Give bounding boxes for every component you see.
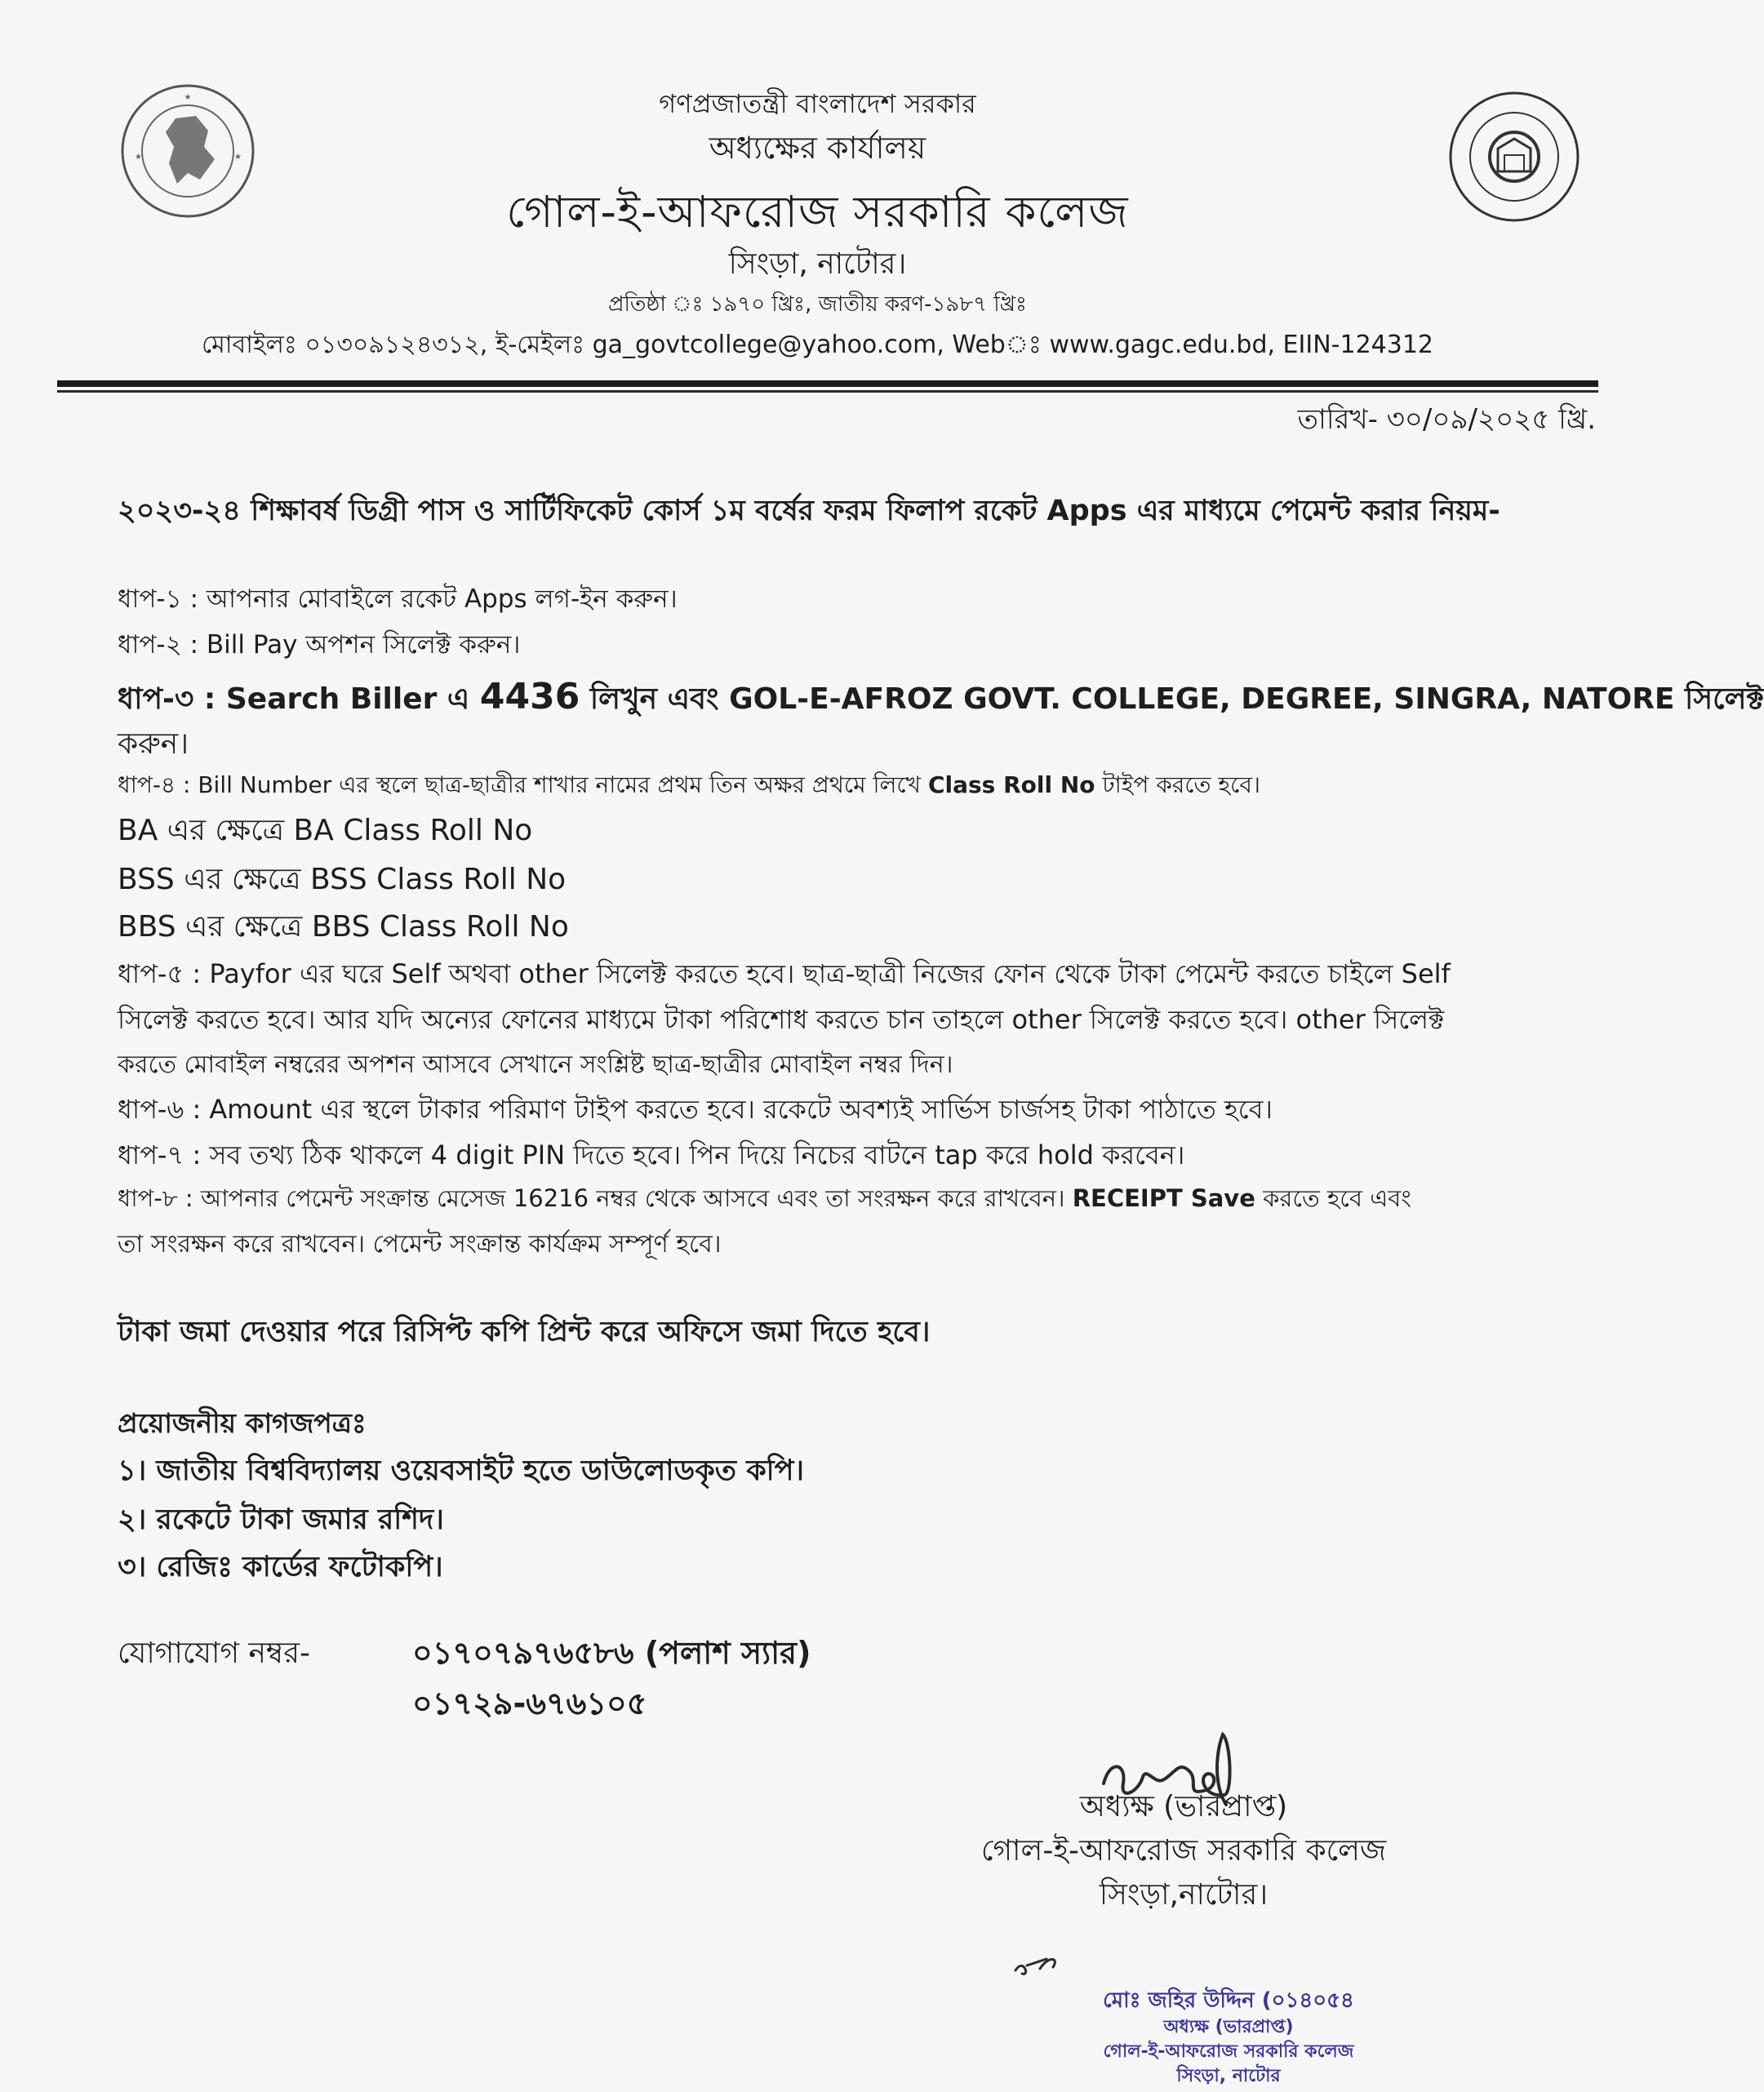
notice-date: তারিখ- ৩০/০৯/২০২৫ খ্রি. [1297,403,1596,436]
signer-college: গোল-ই-আফরোজ সরকারি কলেজ [980,1834,1387,1868]
college-town: সিংড়া, নাটোর। [728,247,907,281]
documents-heading: প্রয়োজনীয় কাগজপত্রঃ [118,1407,367,1439]
step-3 [118,676,1764,726]
step-3-part-a: ধাপ-৩ : Search Biller এ [118,682,480,716]
step-6: ধাপ-৬ : Amount এর স্থলে টাকার পরিমাণ টাইপ করতে হবে। রকেটে অবশ্যই সার্ভিস চার্জসহ টাকা পাঠাতে হবে। [118,1094,1273,1125]
header-divider [57,380,1598,387]
step-1: ধাপ-১ : আপনার মোবাইলে রকেট Apps লগ-ইন করুন। [118,584,678,614]
submission-notice: টাকা জমা দেওয়ার পরে রিসিপ্ট কপি প্রিন্ট করে অফিসে জমা দিতে হবে। [118,1316,931,1348]
step-7: ধাপ-৭ : সব তথ্য ঠিক থাকলে 4 digit PIN দিতে হবে। পিন দিয়ে নিচের বাটনে tap করে hold করবেন। [118,1139,1185,1170]
svg-text:★: ★ [184,93,192,102]
established-info: প্রতিষ্ঠা ঃ ১৯৭০ খ্রিঃ, জাতীয় করণ-১৯৮৭ খ্রিঃ [608,292,1027,317]
office-name: অধ্যক্ষের কার্যালয় [709,130,926,166]
signer-town: সিংড়া,নাটোর। [1099,1878,1269,1912]
contact-number: ০১৭২৯-৬৭৬১০৫ [412,1686,647,1721]
step-4-part-a: ধাপ-৪ : Bill Number এর স্থলে ছাত্র-ছাত্রীর শাখার নামের প্রথম তিন অক্ষর প্রথমে লিখে [118,771,928,798]
step-8-bold: RECEIPT Save [1072,1184,1255,1212]
step-8-continued: তা সংরক্ষন করে রাখবেন। পেমেন্ট সংক্রান্ত কার্যক্রম সম্পূর্ণ হবে। [118,1230,722,1259]
biller-code: 4436 [479,676,580,717]
initials-image [1011,1941,1068,1982]
bbs-format: BBS এর ক্ষেত্রে BBS Class Roll No [118,910,569,944]
stamp-town: সিংড়া, নাটোর [1176,2066,1281,2086]
step-8-part-b: করতে হবে এবং [1255,1184,1411,1212]
ba-format: BA এর ক্ষেত্রে BA Class Roll No [118,814,533,847]
step-8-part-a: ধাপ-৮ : আপনার পেমেন্ট সংক্রান্ত মেসেজ 16216 নম্বর থেকে আসবে এবং তা সংরক্ষন করে রাখবেন। [118,1184,1073,1212]
step-3-continued: করুন। [118,727,189,761]
stamp-college: গোল-ই-আফরোজ সরকারি কলেজ [1103,2041,1354,2062]
college-name: গোল-ই-আফরোজ সরকারি কলেজ [506,186,1129,238]
government-name: গণপ্রজাতন্ত্রী বাংলাদেশ সরকার [659,88,976,119]
stamp-title: অধ্যক্ষ (ভারপ্রাপ্ত) [1163,2017,1294,2037]
step-4-bold: Class Roll No [927,771,1095,798]
step-8 [118,1180,1411,1220]
step-4 [118,767,1260,806]
stamp-name: মোঃ জহির উদ্দিন (০১৪০৫৪ [1103,1988,1354,2013]
step-2: ধাপ-২ : Bill Pay অপশন সিলেক্ট করুন। [118,630,521,660]
contact-number: ০১৭০৭৯৭৬৫৮৬ (পলাশ স্যার) [412,1635,811,1671]
step-5-line-2: সিলেক্ট করতে হবে। আর যদি অন্যের ফোনের মাধ্যমে টাকা পরিশোধ করতে চান তাহলে other সিলেক্ট করতে হবে। other সিলেক্ট [118,1004,1445,1035]
contact-label: যোগাযোগ নম্বর- [118,1637,310,1670]
document-item: ৩। রেজিঃ কার্ডের ফটোকপি। [118,1551,443,1583]
step-4-part-b: টাইপ করতে হবে। [1095,771,1260,798]
step-5-line-1: ধাপ-৫ : Payfor এর ঘরে Self অথবা other সিলেক্ট করতে হবে। ছাত্র-ছাত্রী নিজের ফোন থেকে টাকা পেমেন্ট করতে চাইলে Self [118,958,1451,989]
step-3-part-b: লিখুন এবং GOL-E-AFROZ GOVT. COLLEGE, DEGREE, SINGRA, NATORE সিলেক্ট [580,682,1764,716]
step-5-line-3: করতে মোবাইল নম্বরের অপশন আসবে সেখানে সংশ্লিষ্ট ছাত্র-ছাত্রীর মোবাইল নম্বর দিন। [118,1050,953,1079]
signer-title: অধ্যক্ষ (ভারপ্রাপ্ত) [1079,1790,1288,1823]
header-divider-thin [57,390,1598,393]
svg-text:★: ★ [135,153,142,162]
bss-format: BSS এর ক্ষেত্রে BSS Class Roll No [118,863,567,896]
contact-info: মোবাইলঃ ০১৩০৯১২৪৩১২, ই-মেইলঃ ga_govtcollege@yahoo.com, Webঃ www.gagc.edu.bd, EIIN-124312 [202,331,1433,359]
svg-text:★: ★ [234,153,242,162]
document-item: ১। জাতীয় বিশ্ববিদ্যালয় ওয়েবসাইট হতে ডাউলোডকৃত কপি। [118,1455,804,1487]
notice-title: ২০২৩-২৪ শিক্ষাবর্ষ ডিগ্রী পাস ও সার্টিফিকেট কোর্স ১ম বর্ষের ফরম ফিলাপ রকেট Apps এর মাধ্যমে পেমেন্ট করার নিয়ম- [118,495,1500,527]
document-item: ২। রকেটে টাকা জমার রশিদ। [118,1503,444,1536]
